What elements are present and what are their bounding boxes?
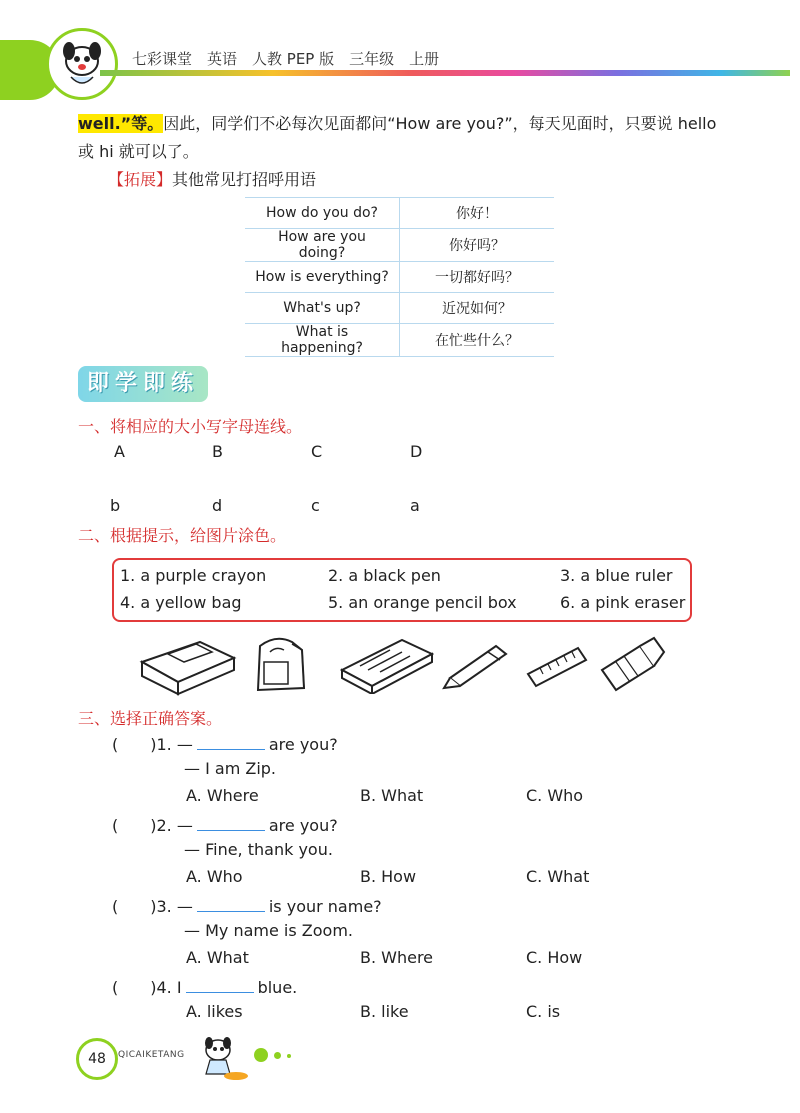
option-c[interactable]: C. Who	[526, 786, 584, 805]
intro-line-1-text: 因此，同学们不必每次见面都问“How are you?”，每天见面时，只要说 hello	[163, 114, 717, 133]
option-b[interactable]: B. like	[360, 1002, 409, 1021]
question-line	[112, 813, 338, 836]
table-row	[245, 229, 554, 262]
greeting-en: What is happening?	[245, 324, 400, 357]
question-line	[112, 732, 338, 755]
greeting-en: What's up?	[245, 293, 400, 324]
intro-line-1	[78, 110, 738, 138]
greeting-zh: 一切都好吗？	[400, 262, 555, 293]
pencil-box-picture[interactable]	[340, 634, 434, 694]
header-title: 七彩课堂 英语 人教 PEP 版 三年级 上册	[132, 50, 440, 68]
color-hint-item: 3. a blue ruler	[560, 566, 673, 585]
question-line	[112, 975, 297, 998]
uppercase-letter[interactable]: A	[114, 442, 125, 461]
option-c[interactable]: C. What	[526, 867, 590, 886]
footer-dot	[254, 1048, 268, 1062]
highlighted-text: well.”等。	[78, 114, 164, 133]
bag-picture[interactable]	[246, 632, 312, 694]
crayon-picture[interactable]	[596, 632, 668, 692]
greeting-zh: 你好！	[400, 198, 555, 229]
option-c[interactable]: C. is	[526, 1002, 561, 1021]
question-text: is your name?	[268, 897, 382, 916]
answer-paren[interactable]: ( )	[112, 816, 157, 835]
color-hint-item: 6. a pink eraser	[560, 593, 686, 612]
lowercase-letter[interactable]: d	[212, 496, 223, 515]
footer-dot	[287, 1054, 291, 1058]
question-reply: — I am Zip.	[184, 759, 277, 778]
question-reply: — My name is Zoom.	[184, 921, 353, 940]
answer-blank[interactable]	[197, 735, 265, 750]
extension-label: 【拓展】	[108, 170, 173, 189]
color-hint-item: 4. a yellow bag	[120, 593, 242, 612]
question-text: blue.	[257, 978, 298, 997]
footer-mascot-icon	[196, 1032, 252, 1082]
section-title-badge: 即学即练	[78, 366, 208, 402]
footer-dot	[274, 1052, 281, 1059]
answer-paren[interactable]: ( )	[112, 978, 157, 997]
color-hint-item: 2. a black pen	[328, 566, 441, 585]
uppercase-letter[interactable]: B	[212, 442, 223, 461]
question-reply: — Fine, thank you.	[184, 840, 333, 859]
pen-picture[interactable]	[440, 638, 512, 690]
lowercase-letter[interactable]: a	[410, 496, 420, 515]
option-c[interactable]: C. How	[526, 948, 583, 967]
eraser-picture[interactable]	[138, 632, 238, 696]
lowercase-letter[interactable]: b	[110, 496, 121, 515]
color-hint-item: 1. a purple crayon	[120, 566, 267, 585]
color-hint-item: 5. an orange pencil box	[328, 593, 517, 612]
greeting-en: How is everything?	[245, 262, 400, 293]
option-a[interactable]: A. likes	[186, 1002, 243, 1021]
q2-heading: 二、根据提示，给图片涂色。	[78, 526, 287, 545]
mascot-logo-icon	[46, 28, 118, 100]
table-row	[245, 324, 554, 357]
question-number: 4. I	[156, 978, 182, 997]
question-text: are you?	[268, 735, 338, 754]
footer-brand: QICAIKETANG	[118, 1050, 185, 1060]
answer-paren[interactable]: ( )	[112, 735, 157, 754]
greetings-table	[245, 197, 554, 357]
greeting-en: How are you doing?	[245, 229, 400, 262]
option-b[interactable]: B. How	[360, 867, 417, 886]
extension-text: 其他常见打招呼用语	[172, 170, 317, 189]
greeting-zh: 在忙些什么？	[400, 324, 555, 357]
answer-paren[interactable]: ( )	[112, 897, 157, 916]
question-text: are you?	[268, 816, 338, 835]
option-a[interactable]: A. What	[186, 948, 249, 967]
q3-heading: 三、选择正确答案。	[78, 709, 223, 728]
uppercase-letter[interactable]: C	[311, 442, 323, 461]
answer-blank[interactable]	[197, 897, 265, 912]
answer-blank[interactable]	[186, 978, 254, 993]
header-rainbow-stripe	[100, 70, 790, 76]
option-a[interactable]: A. Who	[186, 867, 243, 886]
greeting-zh: 你好吗？	[400, 229, 555, 262]
lowercase-letter[interactable]: c	[311, 496, 320, 515]
question-number: 1. —	[156, 735, 193, 754]
q1-heading: 一、将相应的大小写字母连线。	[78, 417, 303, 436]
option-b[interactable]: B. Where	[360, 948, 434, 967]
table-row	[245, 198, 554, 229]
page-number: 48	[76, 1038, 118, 1080]
greeting-zh: 近况如何？	[400, 293, 555, 324]
question-number: 2. —	[156, 816, 193, 835]
table-row	[245, 262, 554, 293]
option-b[interactable]: B. What	[360, 786, 424, 805]
ruler-picture[interactable]	[526, 644, 588, 690]
uppercase-letter[interactable]: D	[410, 442, 423, 461]
question-number: 3. —	[156, 897, 193, 916]
answer-blank[interactable]	[197, 816, 265, 831]
table-row	[245, 293, 554, 324]
greeting-en: How do you do?	[245, 198, 400, 229]
extension-line	[108, 166, 316, 194]
option-a[interactable]: A. Where	[186, 786, 259, 805]
question-line	[112, 894, 382, 917]
intro-line-2: 或 hi 就可以了。	[78, 142, 199, 161]
